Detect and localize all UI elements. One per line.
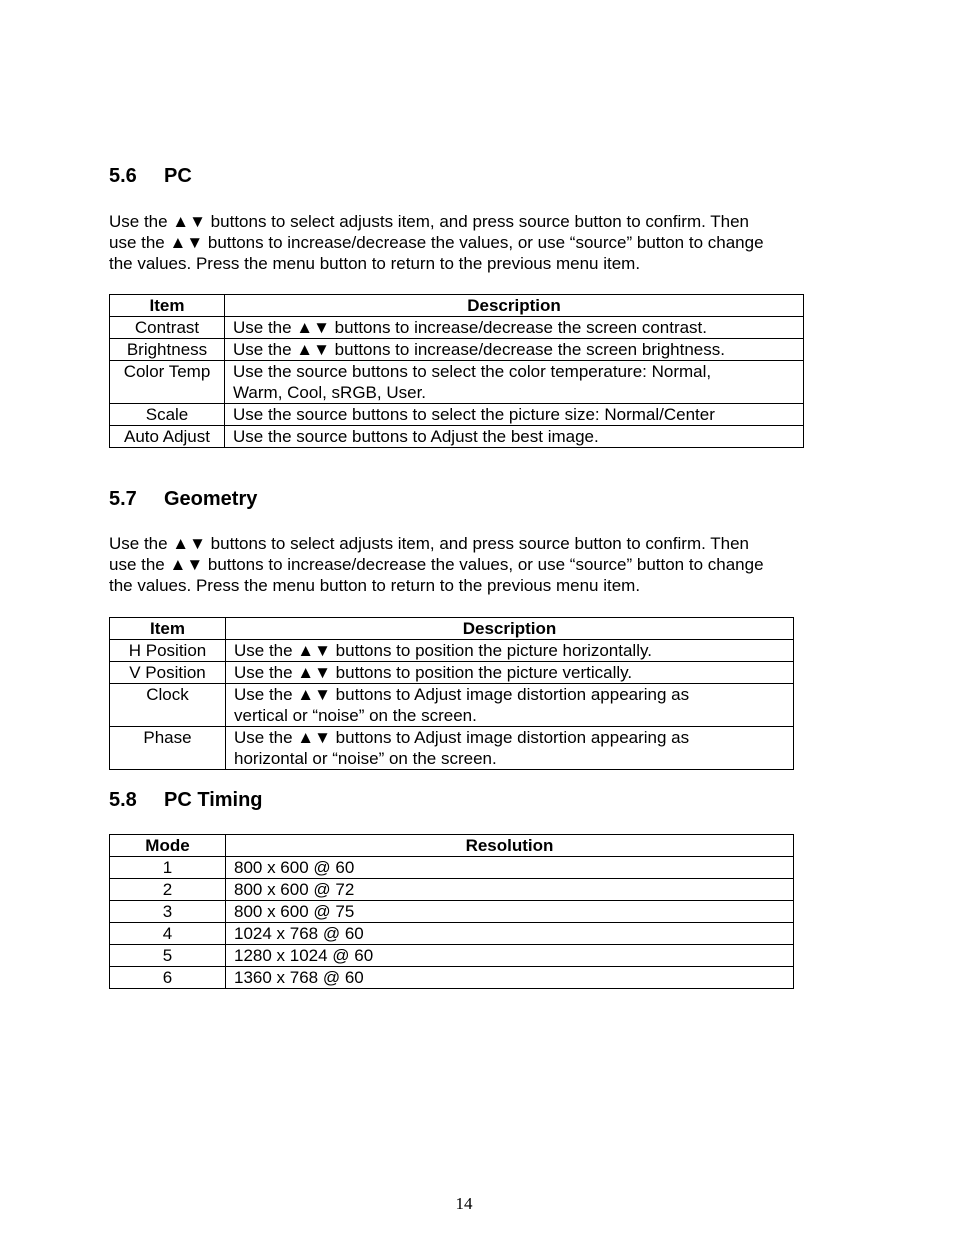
description-line: Use the ▲▼ buttons to Adjust image distortion appearing as (234, 728, 690, 747)
column-header-resolution: Resolution (226, 835, 794, 857)
item-cell: Contrast (110, 317, 225, 339)
resolution-cell: 800 x 600 @ 75 (226, 901, 794, 923)
mode-cell: 5 (110, 945, 226, 967)
table-row (110, 339, 804, 361)
mode-cell: 3 (110, 901, 226, 923)
column-header-mode: Mode (110, 835, 226, 857)
paragraph-line: use the ▲▼ buttons to increase/decrease the values, or use “source” button to change (109, 555, 764, 574)
resolution-cell: 1360 x 768 @ 60 (226, 967, 794, 989)
table-header-row (110, 835, 794, 857)
table-row (110, 967, 794, 989)
section-heading-pc-timing (109, 789, 263, 812)
table-row (110, 426, 804, 448)
description-cell (226, 684, 794, 727)
description-line: Use the source buttons to select the color temperature: Normal, (233, 362, 712, 381)
table-row (110, 923, 794, 945)
description-cell: Use the source buttons to select the picture size: Normal/Center (225, 404, 804, 426)
geometry-intro-paragraph (109, 533, 829, 596)
section-number: 5.6 (109, 165, 137, 187)
description-cell: Use the ▲▼ buttons to position the picture vertically. (226, 662, 794, 684)
description-cell: Use the ▲▼ buttons to increase/decrease the screen contrast. (225, 317, 804, 339)
item-cell: Clock (110, 684, 226, 727)
table-row (110, 684, 794, 727)
pc-intro-paragraph (109, 211, 829, 274)
page-number: 14 (455, 1194, 473, 1213)
item-cell: Phase (110, 727, 226, 770)
mode-cell: 4 (110, 923, 226, 945)
table-row (110, 361, 804, 404)
description-line: Use the ▲▼ buttons to Adjust image distortion appearing as (234, 685, 690, 704)
table-row (110, 857, 794, 879)
paragraph-line: the values. Press the menu button to return to the previous menu item. (109, 576, 641, 595)
table-row (110, 901, 794, 923)
item-cell: Auto Adjust (110, 426, 225, 448)
mode-cell: 2 (110, 879, 226, 901)
description-cell: Use the ▲▼ buttons to position the picture horizontally. (226, 640, 794, 662)
section-number: 5.8 (109, 789, 137, 811)
column-header-item: Item (110, 295, 225, 317)
table-header-row (110, 618, 794, 640)
section-title: PC (164, 165, 192, 187)
resolution-cell: 1024 x 768 @ 60 (226, 923, 794, 945)
description-cell (225, 361, 804, 404)
section-number: 5.7 (109, 488, 137, 510)
pc-settings-table (109, 294, 804, 448)
paragraph-line: Use the ▲▼ buttons to select adjusts item, and press source button to confirm. Then (109, 534, 749, 553)
pc-timing-table (109, 834, 794, 989)
item-cell: Scale (110, 404, 225, 426)
table-row (110, 404, 804, 426)
resolution-cell: 800 x 600 @ 72 (226, 879, 794, 901)
column-header-description: Description (225, 295, 804, 317)
table-row (110, 662, 794, 684)
table-row (110, 640, 794, 662)
column-header-description: Description (226, 618, 794, 640)
description-cell: Use the source buttons to Adjust the best image. (225, 426, 804, 448)
resolution-cell: 1280 x 1024 @ 60 (226, 945, 794, 967)
resolution-cell: 800 x 600 @ 60 (226, 857, 794, 879)
item-cell: V Position (110, 662, 226, 684)
description-line: horizontal or “noise” on the screen. (234, 749, 497, 768)
description-line: Warm, Cool, sRGB, User. (233, 383, 427, 402)
mode-cell: 6 (110, 967, 226, 989)
table-row (110, 317, 804, 339)
paragraph-line: the values. Press the menu button to return to the previous menu item. (109, 254, 641, 273)
description-cell: Use the ▲▼ buttons to increase/decrease the screen brightness. (225, 339, 804, 361)
table-row (110, 945, 794, 967)
item-cell: Color Temp (110, 361, 225, 404)
mode-cell: 1 (110, 857, 226, 879)
item-cell: H Position (110, 640, 226, 662)
column-header-item: Item (110, 618, 226, 640)
paragraph-line: use the ▲▼ buttons to increase/decrease the values, or use “source” button to change (109, 233, 764, 252)
table-row (110, 727, 794, 770)
section-heading-pc (109, 165, 192, 188)
paragraph-line: Use the ▲▼ buttons to select adjusts item, and press source button to confirm. Then (109, 212, 749, 231)
section-title: PC Timing (164, 789, 263, 811)
section-heading-geometry (109, 488, 257, 511)
geometry-settings-table (109, 617, 794, 770)
section-title: Geometry (164, 488, 258, 510)
table-row (110, 879, 794, 901)
description-line: vertical or “noise” on the screen. (234, 706, 477, 725)
table-header-row (110, 295, 804, 317)
description-cell (226, 727, 794, 770)
item-cell: Brightness (110, 339, 225, 361)
